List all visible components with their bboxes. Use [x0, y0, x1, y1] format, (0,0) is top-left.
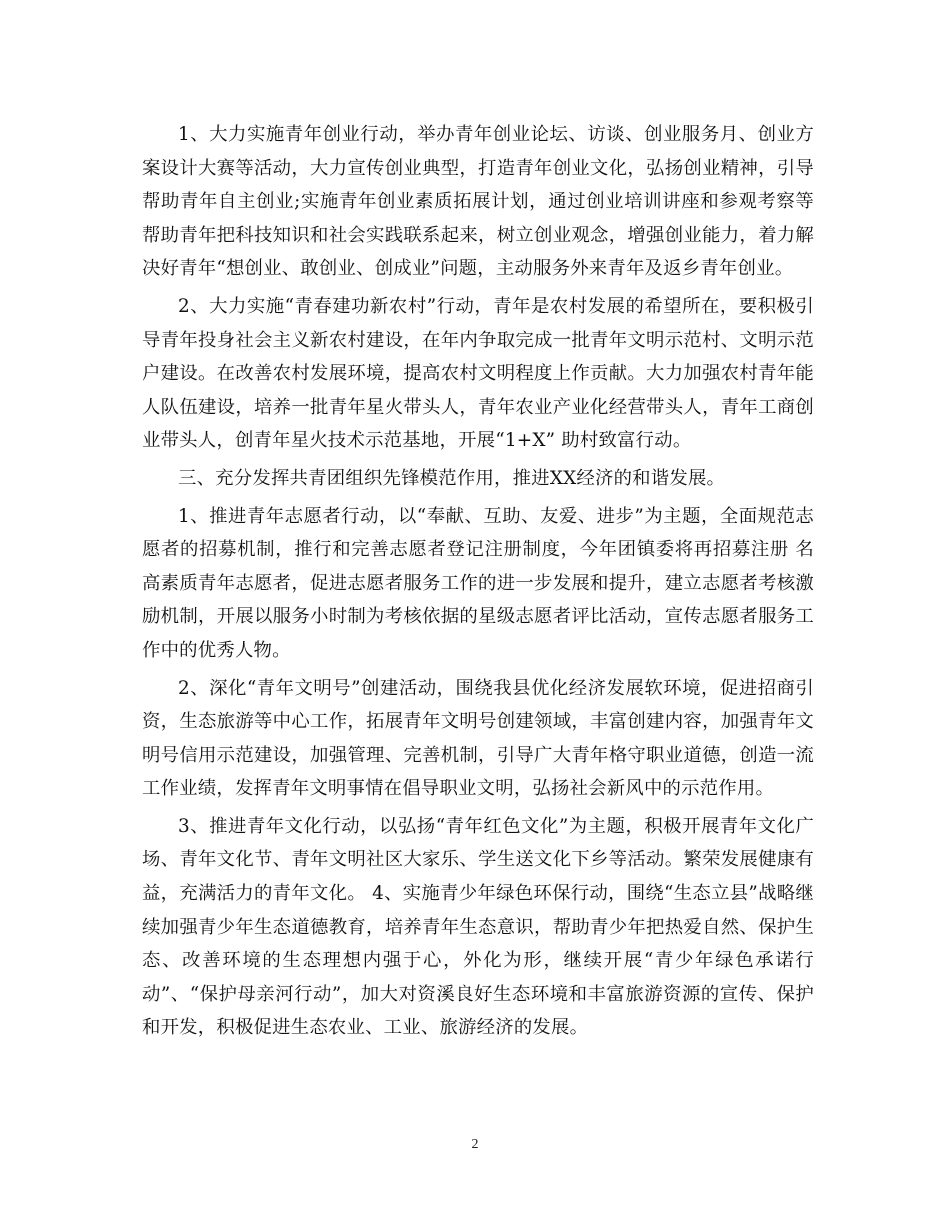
document-body: [142, 118, 814, 1049]
paragraph-culture-environment: 3、推进青年文化行动，以弘扬“青年红色文化”为主题，积极开展青年文化广场、青年文化节、青年文明社区大家乐、学生送文化下乡等活动。繁荣发展健康有益，充满活力的青年文化。 4、实施青少年绿色环保行动，围绕“生态立县”战略继续加强青少年生态道德教育，培养青年生态意识，帮助青少年把热爱自然、保护生态、改善环境的生态理想内强于心，外化为形，继续开展“青少年绿色承诺行动”、“保护母亲河行动”，加大对资溪良好生态环境和丰富旅游资源的宣传、保护和开发，积极促进生态农业、工业、旅游经济的发展。: [142, 815, 814, 1039]
paragraph-volunteers: 1、推进青年志愿者行动，以“奉献、互助、友爱、进步”为主题，全面规范志愿者的招募机制，推行和完善志愿者登记注册制度，今年团镇委将再招募注册 名高素质青年志愿者，促进志愿者服务工作的进一步发展和提升，建立志愿者考核激励机制，开展以服务小时制为考核依据的星级志愿者评比活动，宣传志愿者服务工作中的优秀人物。: [142, 505, 814, 661]
page-number: 2: [471, 1137, 479, 1152]
paragraph-new-countryside: 2、大力实施“青春建功新农村”行动，青年是农村发展的希望所在，要积极引导青年投身社会主义新农村建设，在年内争取完成一批青年文明示范村、文明示范户建设。在改善农村发展环境，提高农村文明程度上作贡献。大力加强农村青年能人队伍建设，培养一批青年星火带头人，青年农业产业化经营带头人，青年工商创业带头人，创青年星火技术示范基地，开展“1+X” 助村致富行动。: [142, 295, 814, 452]
section-heading-three: 三、充分发挥共青团组织先锋模范作用，推进XX经济的和谐发展。: [178, 467, 726, 489]
paragraph-youth-entrepreneurship: 1、大力实施青年创业行动，举办青年创业论坛、访谈、创业服务月、创业方案设计大赛等活动，大力宣传创业典型，打造青年创业文化，弘扬创业精神，引导帮助青年自主创业;实施青年创业素质拓展计划，通过创业培训讲座和参观考察等帮助青年把科技知识和社会实践联系起来，树立创业观念，增强创业能力，着力解决好青年“想创业、敢创业、创成业”问题，主动服务外来青年及返乡青年创业。: [142, 124, 814, 280]
paragraph-civilization-title: 2、深化“青年文明号”创建活动，围绕我县优化经济发展软环境，促进招商引资，生态旅游等中心工作，拓展青年文明号创建领域，丰富创建内容，加强青年文明号信用示范建设，加强管理、完善机制，引导广大青年格守职业道德，创造一流工作业绩，发挥青年文明事情在倡导职业文明，弘扬社会新风中的示范作用。: [142, 677, 814, 800]
